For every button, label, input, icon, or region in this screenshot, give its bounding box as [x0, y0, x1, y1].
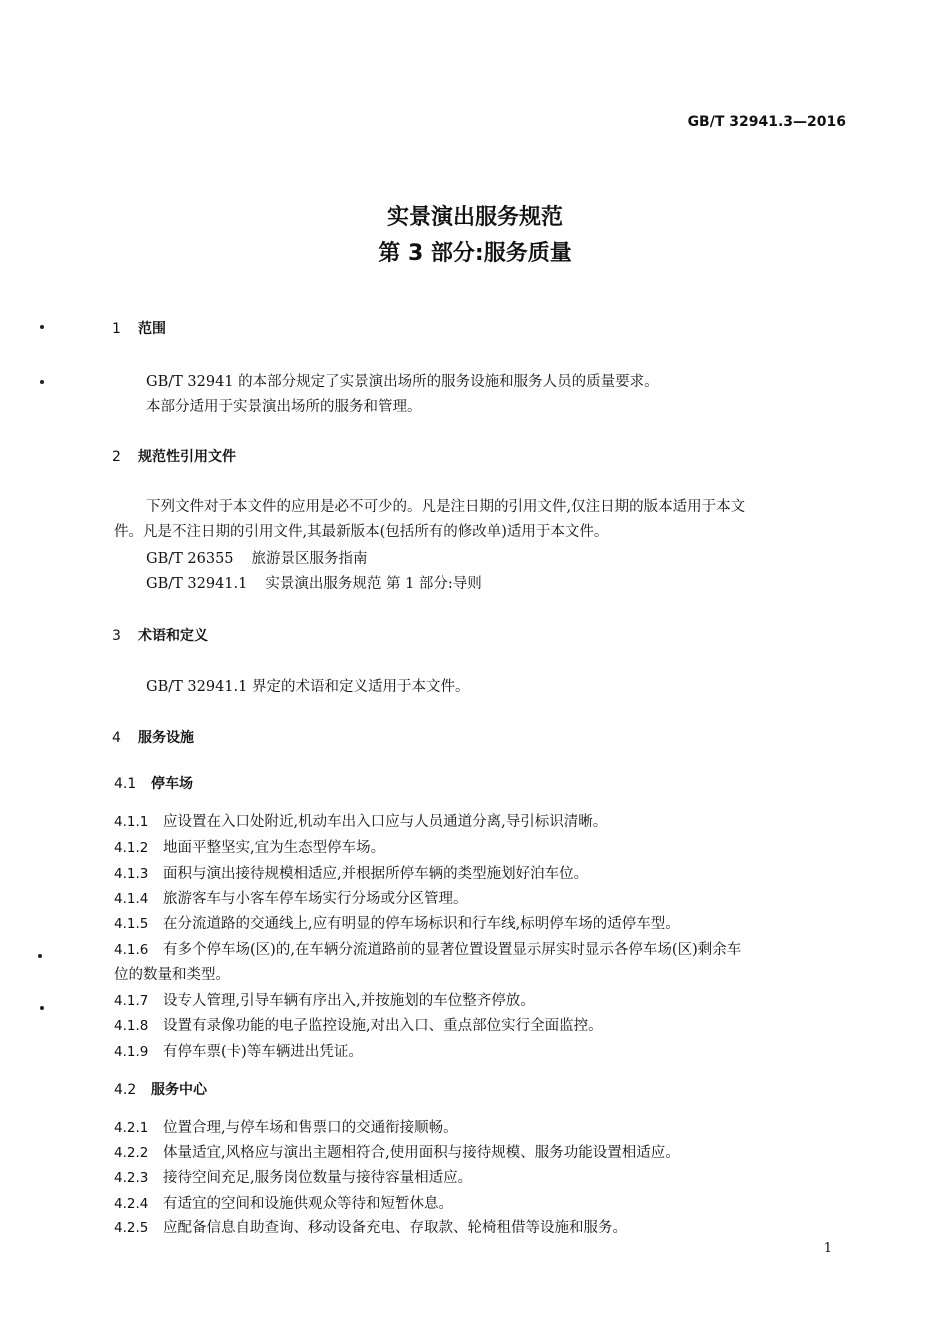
document-subtitle: 第 3 部分:服务质量 [378, 241, 572, 266]
clause-text: 在分流道路的交通线上,应有明显的停车场标识和行车线,标明停车场的适停车型。 [163, 916, 680, 932]
margin-mark [40, 380, 44, 384]
clause [114, 938, 741, 959]
subsection-4-1-heading [114, 773, 193, 793]
subsection-number: 4.2 [114, 1082, 137, 1098]
margin-mark [38, 954, 42, 958]
margin-mark [40, 1006, 44, 1010]
paragraph: 件。凡是不注日期的引用文件,其最新版本(包括所有的修改单)适用于本文件。 [114, 524, 609, 540]
section-3-heading [112, 625, 208, 645]
clause [114, 810, 607, 831]
section-title: 术语和定义 [138, 628, 208, 644]
paragraph: GB/T 32941 的本部分规定了实景演出场所的服务设施和服务人员的质量要求。 [146, 374, 659, 390]
paragraph: 下列文件对于本文件的应用是必不可少的。凡是注日期的引用文件,仅注日期的版本适用于本文 [146, 499, 746, 515]
clause-number: 4.2.1 [114, 1120, 149, 1136]
reference-title: 旅游景区服务指南 [251, 551, 368, 567]
clause-number: 4.1.4 [114, 891, 149, 907]
clause-text: 面积与演出接待规模相适应,并根据所停车辆的类型施划好泊车位。 [163, 866, 589, 882]
section-title: 范围 [138, 321, 166, 337]
document-title: 实景演出服务规范 [386, 205, 563, 230]
clause [114, 1216, 627, 1237]
section-title: 服务设施 [138, 730, 194, 746]
section-number: 1 [112, 321, 121, 337]
section-number: 2 [112, 449, 121, 465]
clause-number: 4.1.6 [114, 942, 149, 958]
clause-number: 4.1.8 [114, 1018, 149, 1034]
section-title: 规范性引用文件 [138, 449, 236, 465]
clause-number: 4.2.5 [114, 1220, 149, 1236]
reference-title: 实景演出服务规范 第 1 部分:导则 [265, 576, 482, 592]
clause-text: 设置有录像功能的电子监控设施,对出入口、重点部位实行全面监控。 [163, 1018, 603, 1034]
clause-text: 旅游客车与小客车停车场实行分场或分区管理。 [163, 891, 468, 907]
reference-code: GB/T 26355 [146, 551, 234, 567]
clause [114, 1014, 603, 1035]
section-1-heading [112, 318, 166, 338]
clause [114, 989, 535, 1010]
clause-text: 位置合理,与停车场和售票口的交通衔接顺畅。 [163, 1120, 458, 1136]
clause-text: 有停车票(卡)等车辆进出凭证。 [163, 1044, 363, 1060]
clause-number: 4.1.9 [114, 1044, 149, 1060]
paragraph: GB/T 32941.1 界定的术语和定义适用于本文件。 [146, 679, 470, 695]
clause-number: 4.2.4 [114, 1196, 149, 1212]
clause [114, 1116, 458, 1137]
reference-code: GB/T 32941.1 [146, 576, 248, 592]
subsection-title: 停车场 [151, 776, 193, 792]
paragraph: 本部分适用于实景演出场所的服务和管理。 [146, 399, 422, 415]
clause-text: 接待空间充足,服务岗位数量与接待容量相适应。 [163, 1170, 473, 1186]
section-2-heading [112, 446, 236, 466]
clause [114, 1166, 472, 1187]
clause-number: 4.1.3 [114, 866, 149, 882]
clause-number: 4.1.2 [114, 840, 149, 856]
clause-number: 4.1.1 [114, 814, 149, 830]
clause [114, 887, 468, 908]
normative-reference [146, 572, 482, 593]
subsection-4-2-heading [114, 1079, 207, 1099]
clause-text: 设专人管理,引导车辆有序出入,并按施划的车位整齐停放。 [163, 993, 535, 1009]
clause-continuation: 位的数量和类型。 [114, 967, 230, 983]
section-4-heading [112, 727, 194, 747]
clause-text: 应设置在入口处附近,机动车出入口应与人员通道分离,导引标识清晰。 [163, 814, 608, 830]
section-number: 4 [112, 730, 121, 746]
clause-text: 体量适宜,风格应与演出主题相符合,使用面积与接待规模、服务功能设置相适应。 [163, 1145, 680, 1161]
clause [114, 912, 680, 933]
clause [114, 862, 588, 883]
subsection-title: 服务中心 [151, 1082, 207, 1098]
margin-mark [40, 325, 44, 329]
clause-text: 有多个停车场(区)的,在车辆分流道路前的显著位置设置显示屏实时显示各停车场(区)剩余车 [163, 942, 742, 958]
section-number: 3 [112, 628, 121, 644]
normative-reference [146, 547, 368, 568]
standard-code: GB/T 32941.3—2016 [687, 114, 846, 130]
clause-text: 有适宜的空间和设施供观众等待和短暂休息。 [163, 1196, 453, 1212]
page-number: 1 [823, 1241, 832, 1256]
clause-text: 应配备信息自助查询、移动设备充电、存取款、轮椅租借等设施和服务。 [163, 1220, 627, 1236]
clause-number: 4.1.7 [114, 993, 149, 1009]
subsection-number: 4.1 [114, 776, 137, 792]
clause-number: 4.1.5 [114, 916, 149, 932]
clause [114, 1040, 363, 1061]
clause-text: 地面平整坚实,宜为生态型停车场。 [163, 840, 386, 856]
clause-number: 4.2.2 [114, 1145, 149, 1161]
clause [114, 1141, 680, 1162]
clause-number: 4.2.3 [114, 1170, 149, 1186]
clause [114, 836, 385, 857]
clause [114, 1192, 453, 1213]
